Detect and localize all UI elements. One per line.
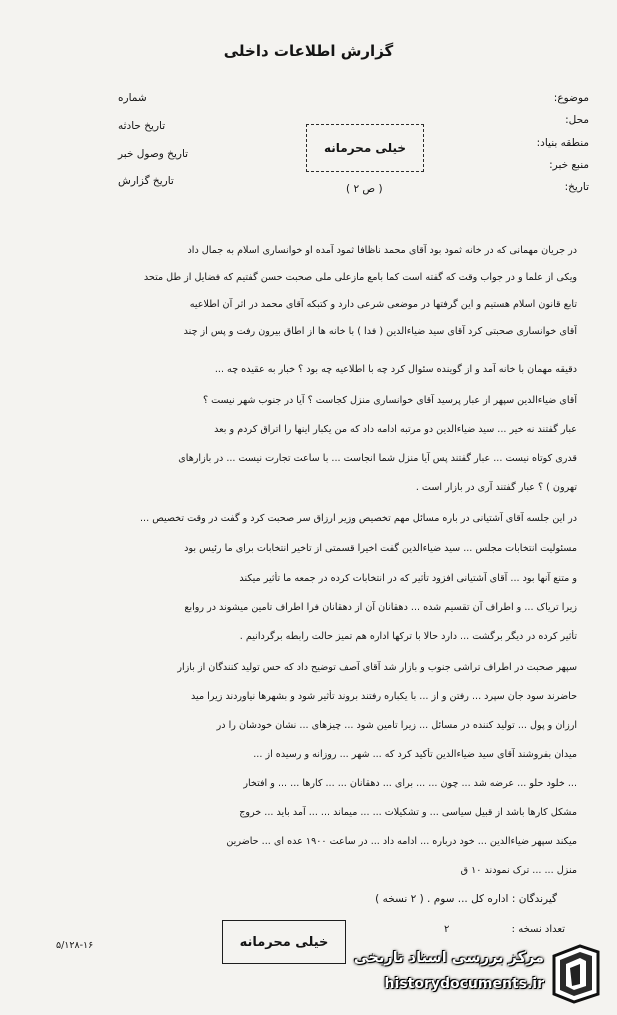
body-line: و متنع آنها بود ... آقای آشتیانی افزود تأثیر که در انتخابات کرده در جمعه ما تأثیر میکند xyxy=(239,573,577,584)
body-line: تابع قانون اسلام هستیم و این گرفتها در موضعی شرعی دارد و کتبکه آقای محمد در اثر آن اطلاعیه xyxy=(189,299,577,310)
header-received-date-label: تاریخ وصول خبر xyxy=(118,148,189,160)
header-region-label: منطقه بنیاد: xyxy=(536,137,589,149)
body-line: حاضرند سود جان سپرد ... رفتن و از ... با یکباره رفتند بروند تأثیر شود و بشهرها نیاوردند زیرا مید xyxy=(191,691,577,702)
watermark-logo xyxy=(340,940,608,1006)
header-incident-date-label: تاریخ حادثه xyxy=(118,120,166,132)
classification-stamp-bottom: خیلی محرمانه xyxy=(222,920,346,964)
body-line: آقای خوانساری صحبتی کرد آقای سید ضیاءالدین ( فدا ) با خانه ها از اطاق بیرون رفت و پس از چند xyxy=(183,326,577,337)
header-place-label: محل: xyxy=(565,114,589,126)
body-line: قدری کوتاه نیست ... عبار گفتند پس آیا منزل شما انجاست ... با ساعت تجارت نیست ... در بازارهای xyxy=(178,453,577,464)
body-line: ویکی از علما و در جواب وقت که گفته است کما بامع مازعلی ملی صحبت حسن گفتیم که فضایل از طل متحد xyxy=(143,272,577,283)
body-line: میدان بفروشند آقای سید ضیاءالدین تأکید کرد که ... شهر ... روزانه و رسیده از ... xyxy=(253,749,577,760)
body-line: مسئولیت انتخابات مجلس ... سید ضیاءالدین گفت اخیرا قسمتی از تاخیر انتخابات برای ما رئیس بود xyxy=(184,543,577,554)
body-line: مشکل کارها باشد از قبیل سیاسی ... و تشکیلات ... ... میماند ... ... آمد باید ... خروج xyxy=(239,807,577,818)
body-line: سپهر صحبت در اطراف تراشی جنوب و بازار شد آقای آصف توضیح داد که حس تولید کنندگان از بازار xyxy=(177,662,577,673)
header-number-label: شماره xyxy=(118,92,147,104)
document-number: ۵/۱۲۸-۱۶ xyxy=(56,940,94,951)
header-subject-label: موضوع: xyxy=(553,92,589,104)
body-line: عبار گفتند نه خیر ... سید ضیاءالدین دو مرتبه ادامه داد که من یکبار اینها را اتراق کردم و بعد xyxy=(214,424,577,435)
body-line: آقای ضیاءالدین سپهر از عبار پرسید آقای خوانساری منزل کجاست ؟ آیا در جنوب شهر نیست ؟ xyxy=(202,395,577,406)
body-line: در جریان مهمانی که در خانه ثمود بود آقای محمد ناظافا ثمود آمده او خوانساری اسلام به جمال داد xyxy=(187,245,577,256)
header-report-date-label: تاریخ گزارش xyxy=(118,175,174,187)
classification-stamp-top: خیلی محرمانه xyxy=(306,124,424,172)
document-title: گزارش اطلاعات داخلی xyxy=(223,42,394,60)
book-emblem-icon xyxy=(546,942,604,1004)
page-marker: ( ص ۲ ) xyxy=(346,183,383,195)
body-line: تأثیر کرده در دیگر برگشت ... دارد حالا با ترکها اداره هم تمیز حالت رابطه برگردانیم . xyxy=(239,631,577,642)
watermark-persian-text: مرکز بررسی اسناد تاریخی xyxy=(353,950,544,966)
watermark-domain-text: historydocuments.ir xyxy=(384,976,544,992)
copy-count-value: ۲ xyxy=(444,924,450,935)
body-line: تهرون ) ؟ عبار گفتند آری در بازار است . xyxy=(415,482,577,493)
body-line: ... خلود حلو ... عرضه شد ... چون ... ... برای ... دهقانان ... ... کارها ... ... و افتخار xyxy=(243,778,577,789)
body-line: منزل ... ... ترک نمودند ۱۰ ق xyxy=(460,865,577,876)
body-line: دقیقه مهمان با خانه آمد و از گوینده سئوال کرد چه با اطلاعیه چه بود ؟ خبار به عقیده چه ... xyxy=(214,364,577,375)
body-line: میکند سپهر ضیاءالدین ... خود درباره ... ادامه داد ... در ساعت ۱۹۰۰ عده ای ... حاضرین xyxy=(226,836,577,847)
recipients-line: گیرندگان : اداره کل ... سوم . ( ۲ نسخه ) xyxy=(375,893,557,905)
header-date-label: تاریخ: xyxy=(564,181,589,193)
body-line: در این جلسه آقای آشتیانی در باره مسائل مهم تخصیص وزیر ارزاق سر صحبت کرد و گفت در وقت تخصیص ... xyxy=(140,513,577,524)
header-source-label: منبع خبر: xyxy=(549,159,589,171)
body-line: ارزان و پول ... تولید کننده در مسائل ... زیرا تامین شود ... چیزهای ... نشان خودشان را در xyxy=(216,720,577,731)
body-line: زیرا تریاک ... و اطراف آن تقسیم شده ... دهقانان آن از دهقانان فرا اطراف تامین میشوند در روابع xyxy=(184,602,577,613)
copy-count-label: تعداد نسخه : xyxy=(511,924,565,935)
